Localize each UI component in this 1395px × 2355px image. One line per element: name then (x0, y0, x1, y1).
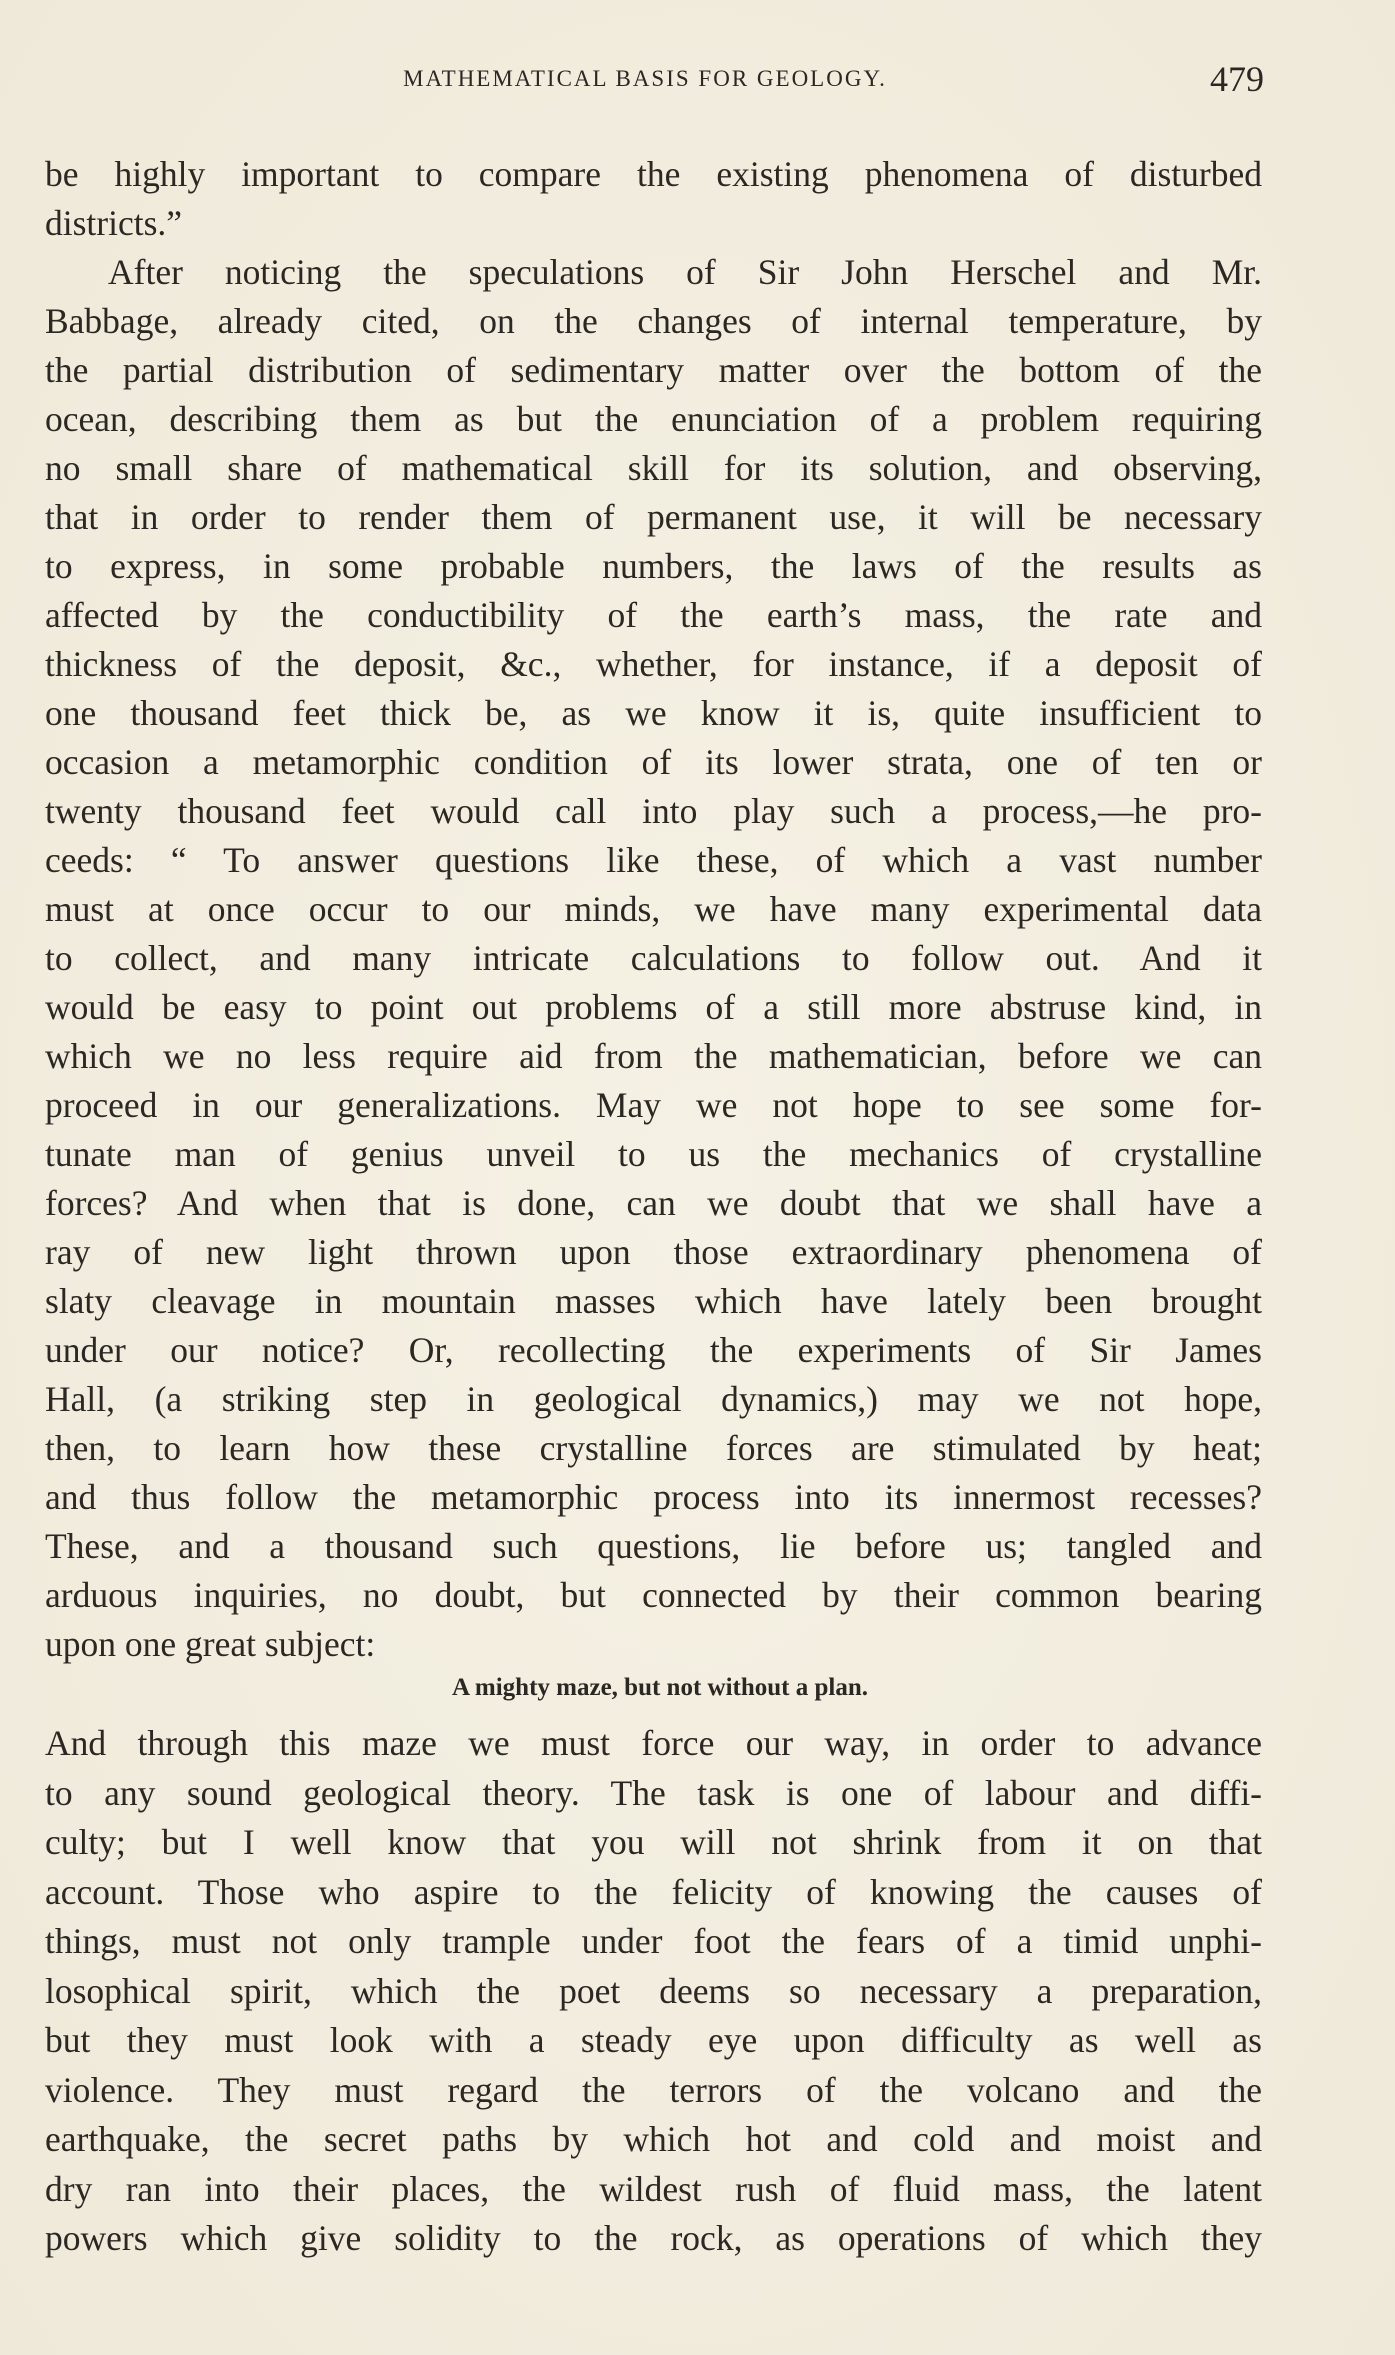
text-line: to collect, and many intricate calculations to follow out. And it (45, 938, 1262, 978)
text-line: no small share of mathematical skill for its solution, and observing, (45, 448, 1262, 488)
text-line: culty; but I well know that you will not shrink from it on that (45, 1822, 1262, 1862)
text-line: must at once occur to our minds, we have many experimental data (45, 889, 1262, 929)
verse-quotation: A mighty maze, but not without a plan. (451, 1674, 868, 1701)
text-line: earthquake, the secret paths by which hot and cold and moist and (45, 2119, 1262, 2159)
running-head: MATHEMATICAL BASIS FOR GEOLOGY. (403, 66, 887, 91)
text-line: and thus follow the metamorphic process into its innermost recesses? (45, 1477, 1262, 1517)
text-line: affected by the conductibility of the earth’s mass, the rate and (45, 595, 1262, 635)
text-line: upon one great subject: (45, 1624, 376, 1664)
text-line: be highly important to compare the existing phenomena of disturbed (45, 154, 1262, 194)
text-line: losophical spirit, which the poet deems so necessary a preparation, (45, 1970, 1262, 2011)
text-line: ceeds: “ To answer questions like these, of which a vast number (45, 840, 1262, 880)
text-line: twenty thousand feet would call into play such a process,—he pro- (45, 791, 1262, 831)
text-line: would be easy to point out problems of a still more abstruse kind, in (45, 987, 1262, 1027)
text-line: things, must not only trample under foot the fears of a timid unphi- (45, 1921, 1262, 1961)
text-line: that in order to render them of permanent use, it will be necessary (45, 497, 1262, 537)
text-line: ray of new light thrown upon those extraordinary phenomena of (45, 1232, 1262, 1272)
text-line: forces? And when that is done, can we doubt that we shall have a (45, 1183, 1262, 1223)
text-line: one thousand feet thick be, as we know it is, quite insufficient to (45, 693, 1262, 733)
text-line: account. Those who aspire to the felicity of knowing the causes of (45, 1871, 1262, 1912)
text-line: occasion a metamorphic condition of its lower strata, one of ten or (45, 742, 1262, 782)
text-line: violence. They must regard the terrors of the volcano and the (45, 2069, 1262, 2110)
text-line: the partial distribution of sedimentary matter over the bottom of the (45, 350, 1262, 390)
text-line: Babbage, already cited, on the changes of internal temperature, by (45, 301, 1262, 341)
text-line: which we no less require aid from the mathematician, before we can (45, 1036, 1262, 1076)
text-line: proceed in our generalizations. May we not hope to see some for- (45, 1085, 1262, 1125)
text-line: thickness of the deposit, &c., whether, for instance, if a deposit of (45, 644, 1262, 684)
text-line: ocean, describing them as but the enunciation of a problem requiring (45, 399, 1262, 439)
text-line: dry ran into their places, the wildest rush of fluid mass, the latent (45, 2168, 1262, 2209)
text-line: And through this maze we must force our way, in order to advance (45, 1723, 1262, 1763)
text-line: to any sound geological theory. The task is one of labour and diffi- (45, 1772, 1262, 1813)
text-line: to express, in some probable numbers, the laws of the results as (45, 546, 1262, 586)
text-line: but they must look with a steady eye upon difficulty as well as (45, 2020, 1262, 2060)
text-line: powers which give solidity to the rock, as operations of which they (45, 2218, 1262, 2258)
text-line: arduous inquiries, no doubt, but connected by their common bearing (45, 1575, 1262, 1615)
text-line: then, to learn how these crystalline forces are stimulated by heat; (45, 1428, 1262, 1468)
text-line: These, and a thousand such questions, lie before us; tangled and (45, 1526, 1262, 1566)
text-line: tunate man of genius unveil to us the mechanics of crystalline (45, 1134, 1262, 1174)
page-number: 479 (1210, 59, 1264, 99)
text-line: slaty cleavage in mountain masses which have lately been brought (45, 1281, 1262, 1321)
text-line: After noticing the speculations of Sir John Herschel and Mr. (108, 252, 1262, 292)
text-line: Hall, (a striking step in geological dynamics,) may we not hope, (45, 1379, 1262, 1419)
text-line: under our notice? Or, recollecting the experiments of Sir James (45, 1330, 1262, 1370)
text-line: districts.” (45, 203, 183, 243)
